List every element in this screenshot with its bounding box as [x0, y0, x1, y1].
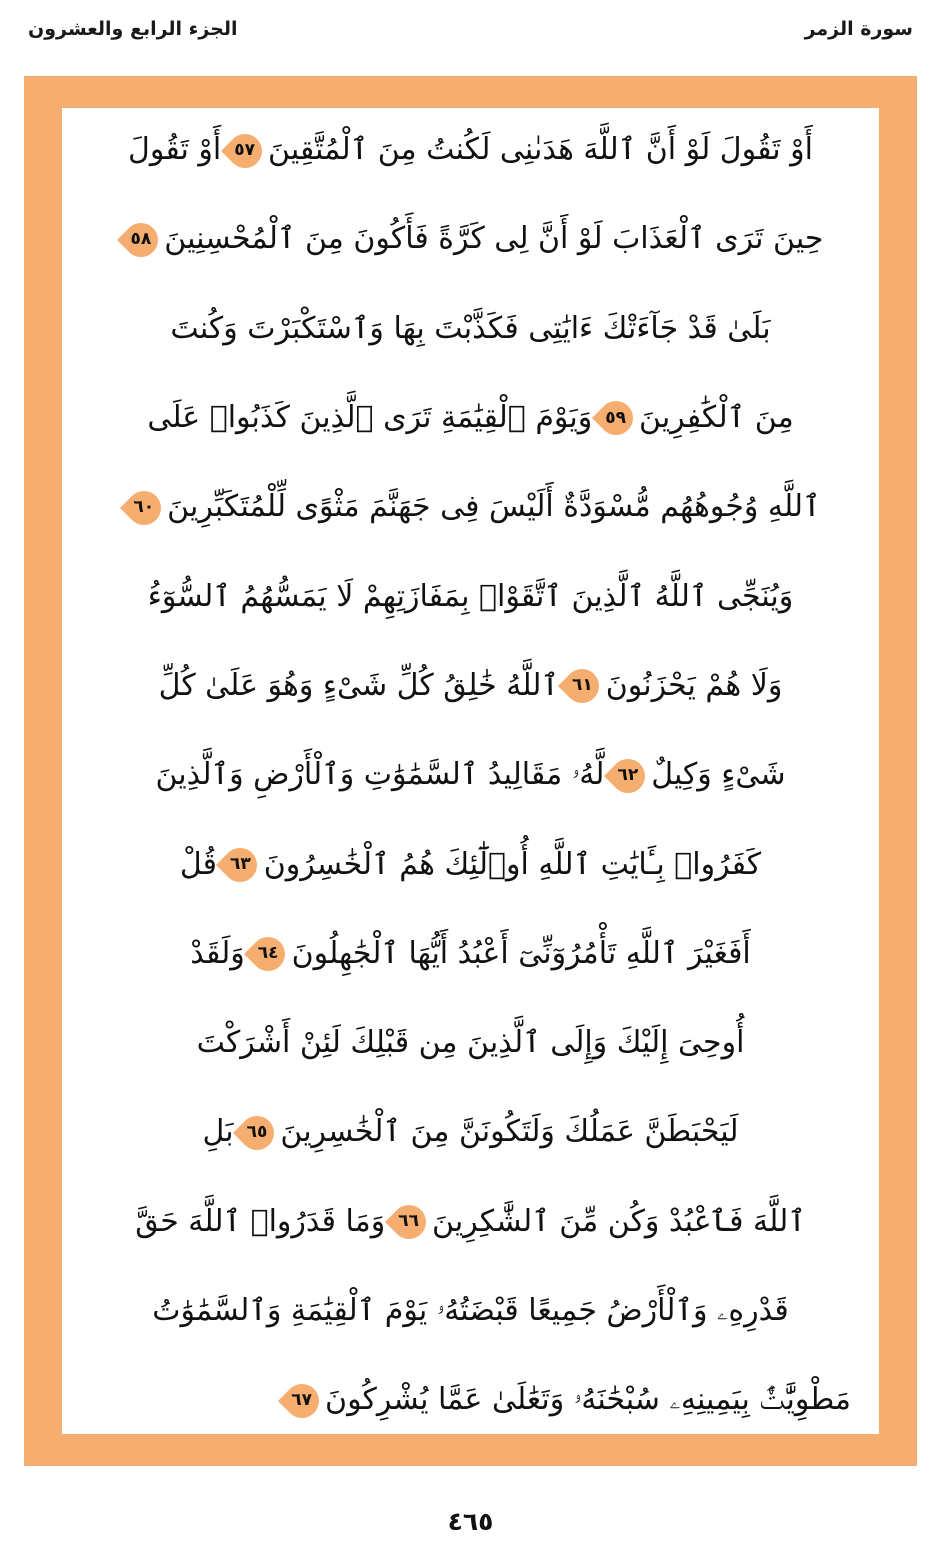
ayah-number-marker: [122, 228, 161, 249]
page-footer: [0, 1490, 941, 1552]
quran-text-body: [62, 108, 879, 1434]
ayah-number-marker: [249, 945, 288, 963]
ayah-text: ٱللَّهِ وُجُوهُهُم مُّسْوَدَّةٌ أَلَيْسَ فِى جَهَنَّمَ مَثْوًى لِّلْمُتَكَبِّرِينَ: [167, 489, 821, 525]
decorative-frame: [6, 58, 935, 1484]
ayah-text: قَدْرِهِۦ وَٱلْأَرْضُ جَمِيعًا قَبْضَتُهُۥ يَوْمَ ٱلْقِيَٰمَةِ وَٱلسَّمَٰوَٰتُ: [152, 1293, 789, 1329]
ayah-text-continued: أَوْ تَقُولَ: [128, 132, 222, 167]
ayah-text-continued: لَّهُۥ مَقَالِيدُ ٱلسَّمَٰوَٰتِ وَٱلْأَرْضِ وَٱلَّذِينَ: [155, 757, 605, 793]
ayah-number: ٥٧: [234, 139, 255, 160]
ayah-text: وَيُنَجِّى ٱللَّهُ ٱلَّذِينَ ٱتَّقَوْا۟ بِمَفَازَتِهِمْ لَا يَمَسُّهُمُ ٱلسُّوٓءُ: [147, 578, 794, 614]
ayah-number-marker: [282, 1389, 321, 1410]
ayah-line: [84, 491, 857, 523]
ayah-line: [84, 134, 857, 166]
ayah-text-continued: ٱللَّهُ خَٰلِقُ كُلِّ شَىْءٍ وَهُوَ عَلَىٰ كُلِّ: [158, 667, 559, 703]
ayah-text-continued: وَيَوْمَ ٱلْقِيَٰمَةِ تَرَى ٱلَّذِينَ كَذَبُوا۟ عَلَى: [147, 399, 593, 435]
ayah-line: [84, 578, 857, 614]
ayah-number: ٦٣: [229, 854, 251, 875]
ayah-number-marker: [563, 677, 602, 695]
ayah-number-marker: [124, 496, 163, 517]
ayah-number-marker: [596, 407, 635, 428]
frame-scallop-bottom: [6, 1466, 935, 1484]
frame-scallop-left: [6, 58, 24, 1484]
ayah-number: ٦١: [571, 675, 593, 696]
ayah-text: وَلَا هُمْ يَحْزَنُونَ: [605, 667, 783, 703]
ayah-text: شَىْءٍ وَكِيلٌ: [651, 757, 786, 793]
ayah-number: ٦٥: [246, 1122, 268, 1143]
ayah-text: حِينَ تَرَى ٱلْعَذَابَ لَوْ أَنَّ لِى كَرَّةً فَأَكُونَ مِنَ ٱلْمُحْسِنِينَ: [164, 221, 824, 257]
juz-label: الجزء الرابع والعشرون: [28, 17, 238, 40]
ayah-text: أُوحِىَ إِلَيْكَ وَإِلَى ٱلَّذِينَ مِن قَبْلِكَ لَئِنْ أَشْرَكْتَ: [196, 1025, 745, 1061]
ayah-line: [84, 223, 857, 255]
frame-scallop-top: [6, 58, 935, 76]
ayah-text-continued: وَمَا قَدَرُوا۟ ٱللَّهَ حَقَّ: [135, 1203, 386, 1239]
ayah-line: [84, 1384, 857, 1416]
ayah-line: [84, 935, 857, 971]
ayah-line: [84, 399, 857, 435]
page-number: ٤٦٥: [447, 1506, 494, 1536]
ayah-line: [84, 1116, 857, 1148]
surah-label: سورة الزمر: [804, 17, 913, 40]
ayah-number: ٥٨: [130, 228, 152, 249]
ayah-line: [84, 846, 857, 882]
ayah-number: ٥٩: [605, 407, 626, 428]
ayah-number: ٦٠: [133, 496, 155, 517]
ayah-text-continued: بَلِ: [202, 1114, 234, 1150]
ayah-line: [84, 759, 857, 791]
ayah-text: أَفَغَيْرَ ٱللَّهِ تَأْمُرُوٓنِّىٓ أَعْبُدُ أَيُّهَا ٱلْجَٰهِلُونَ: [291, 935, 751, 971]
ayah-text: مِنَ ٱلْكَٰفِرِينَ: [639, 399, 794, 435]
ayah-number-marker: [238, 1124, 277, 1142]
ayah-number: ٦٧: [291, 1389, 313, 1410]
ayah-text: لَيَحْبَطَنَّ عَمَلُكَ وَلَتَكُونَنَّ مِنَ ٱلْخَٰسِرِينَ: [280, 1114, 739, 1150]
page-header: [0, 0, 941, 58]
ayah-line: [84, 1027, 857, 1059]
ayah-number: ٦٢: [617, 764, 639, 785]
ayah-text-continued: قُلْ: [179, 846, 217, 882]
ayah-number-marker: [225, 139, 264, 160]
ayah-line: [84, 310, 857, 346]
ayah-number: ٦٦: [398, 1211, 419, 1232]
ayah-line: [84, 1295, 857, 1327]
frame-scallop-right: [917, 58, 935, 1484]
ayah-line: [84, 667, 857, 703]
ayah-text: أَوْ تَقُولَ لَوْ أَنَّ ٱللَّهَ هَدَىٰنِى لَكُنتُ مِنَ ٱلْمُتَّقِينَ: [268, 132, 813, 167]
ayah-number-marker: [221, 856, 260, 874]
ayah-text-continued: وَلَقَدْ: [190, 935, 245, 971]
ayah-text: بَلَىٰ قَدْ جَآءَتْكَ ءَايَٰتِى فَكَذَّبْتَ بِهَا وَٱسْتَكْبَرْتَ وَكُنتَ: [170, 310, 771, 346]
ayah-line: [84, 1203, 857, 1239]
ayah-number-marker: [608, 764, 647, 785]
ayah-text: ٱللَّهَ فَٱعْبُدْ وَكُن مِّنَ ٱلشَّٰكِرِينَ: [431, 1203, 806, 1239]
ayah-text: مَطْوِيَّٰتٌۢ بِيَمِينِهِۦ سُبْحَٰنَهُۥ وَتَعَٰلَىٰ عَمَّا يُشْرِكُونَ: [325, 1382, 851, 1418]
ayah-number: ٦٤: [257, 943, 279, 964]
ayah-text: كَفَرُوا۟ بِـَٔايَٰتِ ٱللَّهِ أُو۟لَٰٓئِكَ هُمُ ٱلْخَٰسِرُونَ: [263, 846, 762, 882]
ayah-number-marker: [389, 1213, 428, 1231]
text-frame: [60, 106, 881, 1436]
